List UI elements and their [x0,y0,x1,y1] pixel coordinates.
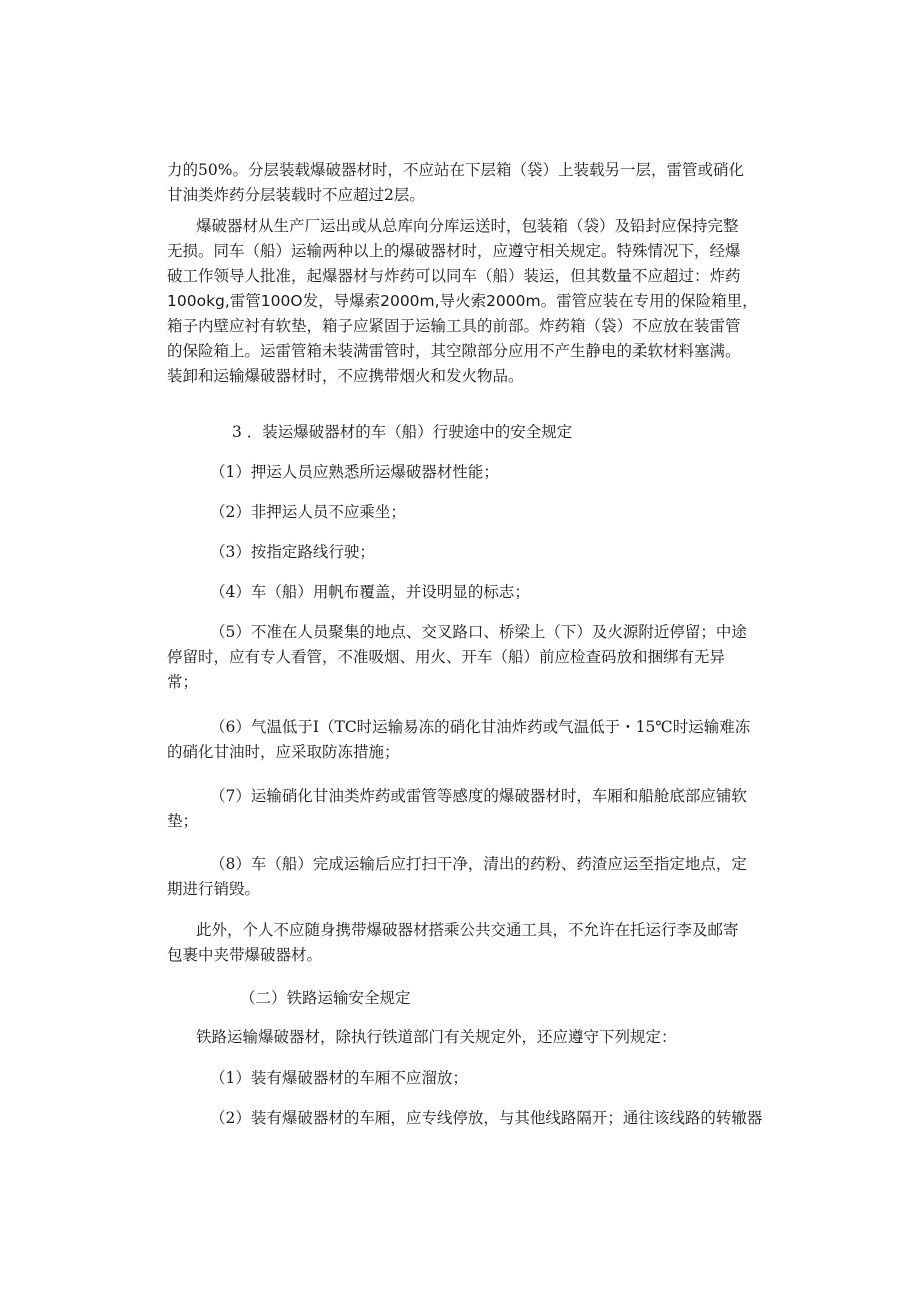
paragraph-loading-limit [167,158,744,208]
text-line: 垫； [167,812,199,830]
paragraph-personal-carry-cont [167,943,322,968]
text-line: 的保险箱上。运雷管箱未装满雷管时，其空隙部分应用不产生静电的柔软材料塞满。 [167,342,741,360]
text-line: 停留时，应有专人看管，不准吸烟、用火、开车（船）前应检查码放和捆绑有无异 [167,648,726,666]
paragraph-transport-packaging-cont [167,239,758,389]
list-item-2 [210,500,406,525]
text-line: 箱子内壁应衬有软垫，箱子应紧固于运输工具的前部。炸药箱（袋）不应放在装雷管 [167,317,741,335]
text-line: （6）气温低于I（TC时运输易冻的硝化甘油炸药或气温低于・15℃时运输难冻 [210,718,751,736]
text-line: （4）车（船）用帆布覆盖，并设明显的标志； [210,583,530,601]
text-line: 铁路运输爆破器材，除执行铁道部门有关规定外，还应遵守下列规定： [196,1028,677,1046]
text-line: 常； [167,673,199,691]
text-line: 100okg,雷管100O发，导爆索2000m,导火索2000m。雷管应装在专用的保险箱里， [167,292,758,310]
text-line: （2）装有爆破器材的车厢，应专线停放，与其他线路隔开；通往该线路的转辙器 [210,1109,763,1127]
section-heading: （二）铁路运输安全规定 [240,989,411,1007]
list-item-6-cont [167,740,400,765]
text-line: 包裹中夹带爆破器材。 [167,946,323,964]
list-item-7-cont [167,809,198,834]
text-line: 力的50%。分层装载爆破器材时，不应站在下层箱（袋）上装载另一层，雷管或硝化 [167,161,744,179]
list-item-8-cont [167,877,260,902]
text-line: （1）装有爆破器材的车厢不应溜放； [210,1069,468,1087]
text-line: 破工作领导人批准，起爆器材与炸药可以同车（船）装运，但其数量不应超过：炸药 [167,267,741,285]
text-line: 爆破器材从生产厂运出或从总库向分库运送时，包装箱（袋）及铅封应保持完整 [196,217,739,235]
paragraph-personal-carry [196,918,739,943]
text-line: 期进行销毁。 [167,880,261,898]
text-line: （7）运输硝化甘油类炸药或雷管等感度的爆破器材时，车厢和船舱底部应铺软 [210,787,747,805]
list-item-8 [210,852,747,877]
list-item-3 [210,540,375,565]
railway-item-2 [210,1106,762,1131]
text-line: 甘油类炸药分层装载时不应超过2层。 [167,186,425,204]
text-line: （1）押运人员应熟悉所运爆破器材性能； [210,463,499,481]
text-line: （3）按指定路线行驶； [210,543,375,561]
list-item-1 [210,460,499,485]
section-heading-3 [232,420,572,445]
section-heading-railway [240,986,411,1011]
text-line: （5）不准在人员聚集的地点、交叉路口、桥梁上（下）及火源附近停留；中途 [210,623,747,641]
paragraph-transport-packaging [196,214,739,239]
text-line: 此外，个人不应随身携带爆破器材搭乘公共交通工具，不允许在托运行李及邮寄 [196,921,739,939]
list-item-4 [210,580,530,605]
list-item-5 [210,620,747,645]
section-heading: 3 ．装运爆破器材的车（船）行驶途中的安全规定 [232,423,573,441]
list-item-5-cont [167,645,725,695]
text-line: （8）车（船）完成运输后应打扫干净，清出的药粉、药渣应运至指定地点，定 [210,855,747,873]
list-item-6 [210,715,750,740]
list-item-7 [210,784,747,809]
text-line: 的硝化甘油时，应采取防冻措施； [167,743,400,761]
text-line: 无损。同车（船）运输两种以上的爆破器材时，应遵守相关规定。特殊情况下，经爆 [167,242,741,260]
text-line: 装卸和运输爆破器材时，不应携带烟火和发火物品。 [167,367,524,385]
railway-item-1 [210,1066,468,1091]
paragraph-railway-intro [196,1025,677,1050]
text-line: （2）非押运人员不应乘坐； [210,503,406,521]
